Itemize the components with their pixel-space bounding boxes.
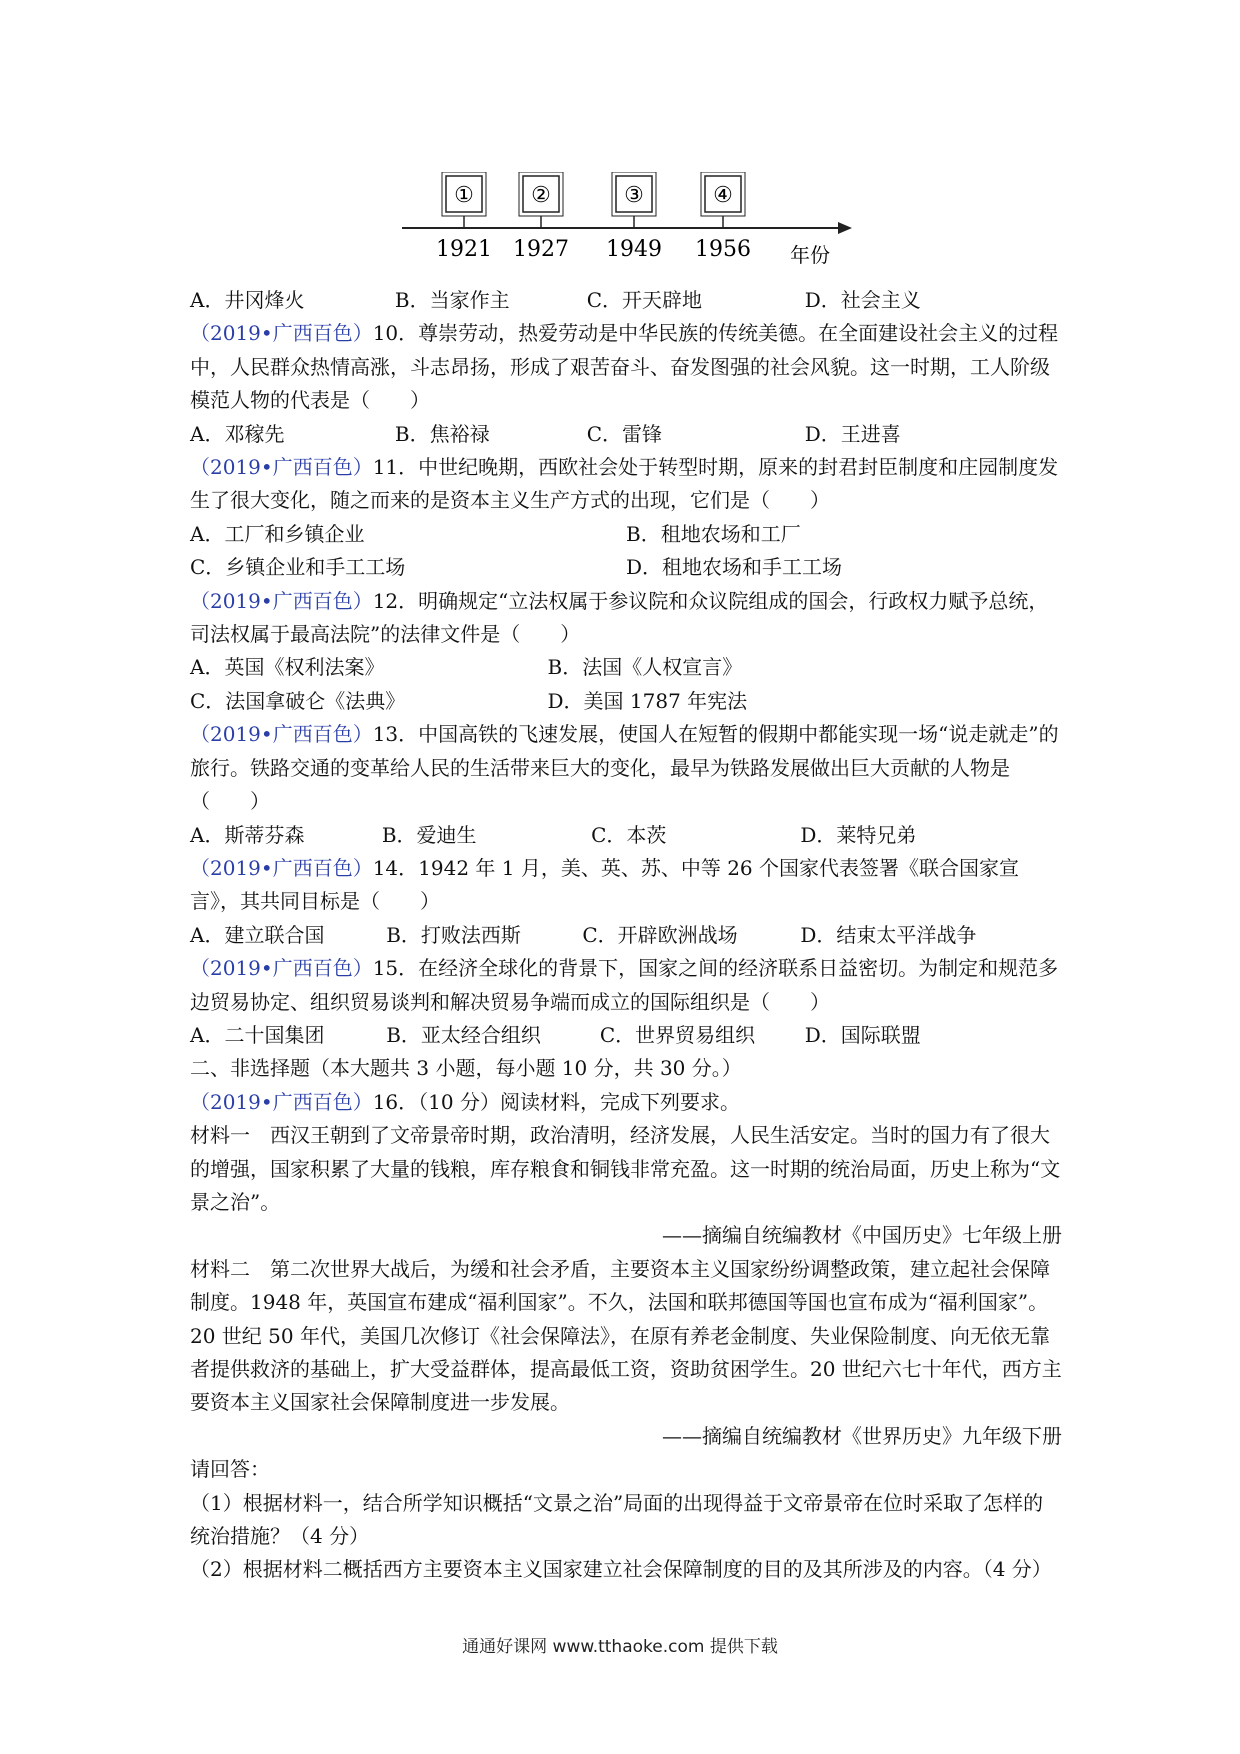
- q11-option-c: C．乡镇企业和手工工场: [190, 555, 406, 580]
- q9-option-b: B．当家作主: [394, 288, 510, 312]
- timeline-marker-1: [436, 172, 492, 262]
- q12-source: （2019•广西百色）: [190, 588, 373, 613]
- q10-option-c: C．雷锋: [586, 421, 663, 446]
- svg-text:④: ④: [713, 183, 733, 208]
- q11-options-row1: [190, 518, 1062, 551]
- q15-text: 15．在经济全球化的背景下，国家之间的经济联系日益密切。为制定和规范多边贸易协定、组织贸易谈判和解决贸易争端而成立的国际组织是（ ）: [190, 956, 1059, 1014]
- q9-option-c: C．开天辟地: [586, 288, 703, 312]
- q15-options: [190, 1019, 1062, 1052]
- section-2-heading: 二、非选择题（本大题共 3 小题，每小题 10 分，共 30 分。）: [190, 1056, 742, 1081]
- timeline-year-1949: 1949: [606, 237, 662, 262]
- q16-material-2: 材料二 第二次世界大战后，为缓和社会矛盾，主要资本主义国家纷纷调整政策，建立起社会保障制度。1948 年，英国宣布建成“福利国家”。不久，法国和联邦德国等国也宣布成为“福利国家”。20 世纪 50 年代，美国几次修订《社会保障法》，在原有养老金制度、失业保险制度、向无依无靠者提供救济的基础上，扩大受益群体，提高最低工资，资助贫困学生。20 世纪六七十年代，西方主要资本主义国家社会保障制度进一步发展。: [190, 1256, 1062, 1415]
- q16-sub-question-1: （1）根据材料一，结合所学知识概括“文景之治”局面的出现得益于文帝景帝在位时采取了怎样的统治措施？（4 分）: [190, 1490, 1044, 1549]
- q10-stem: [190, 317, 1062, 417]
- svg-text:①: ①: [454, 183, 474, 208]
- q10-options: [190, 418, 1062, 451]
- q13-options: [190, 819, 1062, 852]
- q14-text: 14．1942 年 1 月，美、英、苏、中等 26 个国家代表签署《联合国家宣言》，其共同目标是（ ）: [190, 855, 1020, 914]
- q16-stem: [190, 1086, 1062, 1119]
- q11-option-d: D．租地农场和手工工场: [626, 555, 843, 580]
- q12-stem: [190, 585, 1062, 652]
- timeline-arrow-icon: [838, 222, 852, 234]
- q10-text: 10．尊崇劳动，热爱劳动是中华民族的传统美德。在全面建设社会主义的过程中，人民群众热情高涨，斗志昂扬，形成了艰苦奋斗、奋发图强的社会风貌。这一时期，工人阶级模范人物的代表是（ ）: [190, 321, 1059, 413]
- q14-option-d: D．结束太平洋战争: [800, 922, 977, 947]
- q12-text: 12．明确规定“立法权属于参议院和众议院组成的国会，行政权力赋予总统，司法权属于最高法院”的法律文件是（ ）: [190, 588, 1049, 647]
- q13-stem: [190, 718, 1062, 818]
- q15-stem: [190, 952, 1062, 1019]
- q15-option-a: A．二十国集团: [190, 1022, 325, 1047]
- q12-options-row1: [190, 651, 1062, 684]
- q13-option-b: B．爱迪生: [381, 822, 477, 847]
- q10-source: （2019•广西百色）: [190, 321, 373, 346]
- q13-option-d: D．莱特兄弟: [800, 822, 917, 847]
- q12-option-c: C．法国拿破仑《法典》: [190, 688, 406, 713]
- q16-material-1: 材料一 西汉王朝到了文帝景帝时期，政治清明，经济发展，人民生活安定。当时的国力有了很大的增强，国家积累了大量的钱粮，库存粮食和铜钱非常充盈。这一时期的统治局面，历史上称为“文景之治”。: [190, 1123, 1061, 1214]
- timeline-year-1921: 1921: [436, 237, 492, 262]
- q10-option-d: D．王进喜: [804, 421, 901, 446]
- timeline-marker-4: [695, 172, 751, 262]
- q11-text: 11．中世纪晚期，西欧社会处于转型时期，原来的封君封臣制度和庄园制度发生了很大变化，随之而来的是资本主义生产方式的出现，它们是（ ）: [190, 455, 1059, 513]
- q10-option-b: B．焦裕禄: [394, 421, 490, 446]
- q13-option-c: C．本茨: [591, 822, 667, 847]
- exam-content: [190, 284, 1062, 1587]
- q16-material-1-source: ——摘编自统编教材《中国历史》七年级上册: [662, 1223, 1062, 1248]
- q11-source: （2019•广西百色）: [190, 455, 373, 480]
- q11-option-a: A．工厂和乡镇企业: [190, 521, 365, 546]
- q9-option-d: D．社会主义: [804, 288, 921, 312]
- q15-option-d: D．国际联盟: [804, 1022, 921, 1047]
- q12-option-b: B．法国《人权宣言》: [547, 655, 743, 680]
- q16-sub-question-2: （2）根据材料二概括西方主要资本主义国家建立社会保障制度的目的及其所涉及的内容。（4 分）: [190, 1557, 1052, 1582]
- page-footer: 通通好课网 www.tthaoke.com 提供下载: [462, 1637, 778, 1657]
- q16-prompt: 请回答：: [190, 1457, 270, 1482]
- q15-source: （2019•广西百色）: [190, 956, 373, 981]
- svg-text:②: ②: [531, 183, 551, 208]
- timeline-marker-3: [606, 172, 662, 262]
- q14-source: （2019•广西百色）: [190, 855, 373, 880]
- q16-material-2-source: ——摘编自统编教材《世界历史》九年级下册: [662, 1423, 1062, 1448]
- q16-source: （2019•广西百色）: [190, 1089, 373, 1114]
- q13-text: 13．中国高铁的飞速发展，使国人在短暂的假期中都能实现一场“说走就走”的旅行。铁路交通的变革给人民的生活带来巨大的变化，最早为铁路发展做出巨大贡献的人物是（ ）: [190, 722, 1059, 814]
- q12-options-row2: [190, 685, 1062, 718]
- q14-option-b: B．打败法西斯: [386, 922, 521, 947]
- q15-option-c: C．世界贸易组织: [599, 1022, 756, 1047]
- timeline-year-1927: 1927: [513, 237, 569, 262]
- q15-option-b: B．亚太经合组织: [386, 1022, 541, 1047]
- q12-option-a: A．英国《权利法案》: [190, 655, 385, 680]
- q9-option-a: A．井冈烽火: [190, 288, 305, 312]
- q9-options: [190, 284, 1062, 317]
- q14-options: [190, 919, 1062, 952]
- q11-stem: [190, 451, 1062, 518]
- q16-text: 16．（10 分）阅读材料，完成下列要求。: [372, 1089, 740, 1114]
- timeline-year-1956: 1956: [695, 237, 751, 262]
- timeline-axis-label: 年份: [790, 243, 830, 267]
- q10-option-a: A．邓稼先: [190, 421, 285, 446]
- q14-option-c: C．开辟欧洲战场: [582, 922, 738, 947]
- q12-option-d: D．美国 1787 年宪法: [547, 688, 748, 713]
- svg-text:③: ③: [624, 183, 644, 208]
- q14-option-a: A．建立联合国: [190, 922, 325, 947]
- q13-source: （2019•广西百色）: [190, 722, 373, 747]
- q13-option-a: A．斯蒂芬森: [190, 822, 305, 847]
- timeline-diagram: [400, 172, 860, 272]
- q11-option-b: B．租地农场和工厂: [626, 521, 801, 546]
- q14-stem: [190, 852, 1062, 919]
- q11-options-row2: [190, 551, 1062, 584]
- timeline-marker-2: [513, 172, 569, 262]
